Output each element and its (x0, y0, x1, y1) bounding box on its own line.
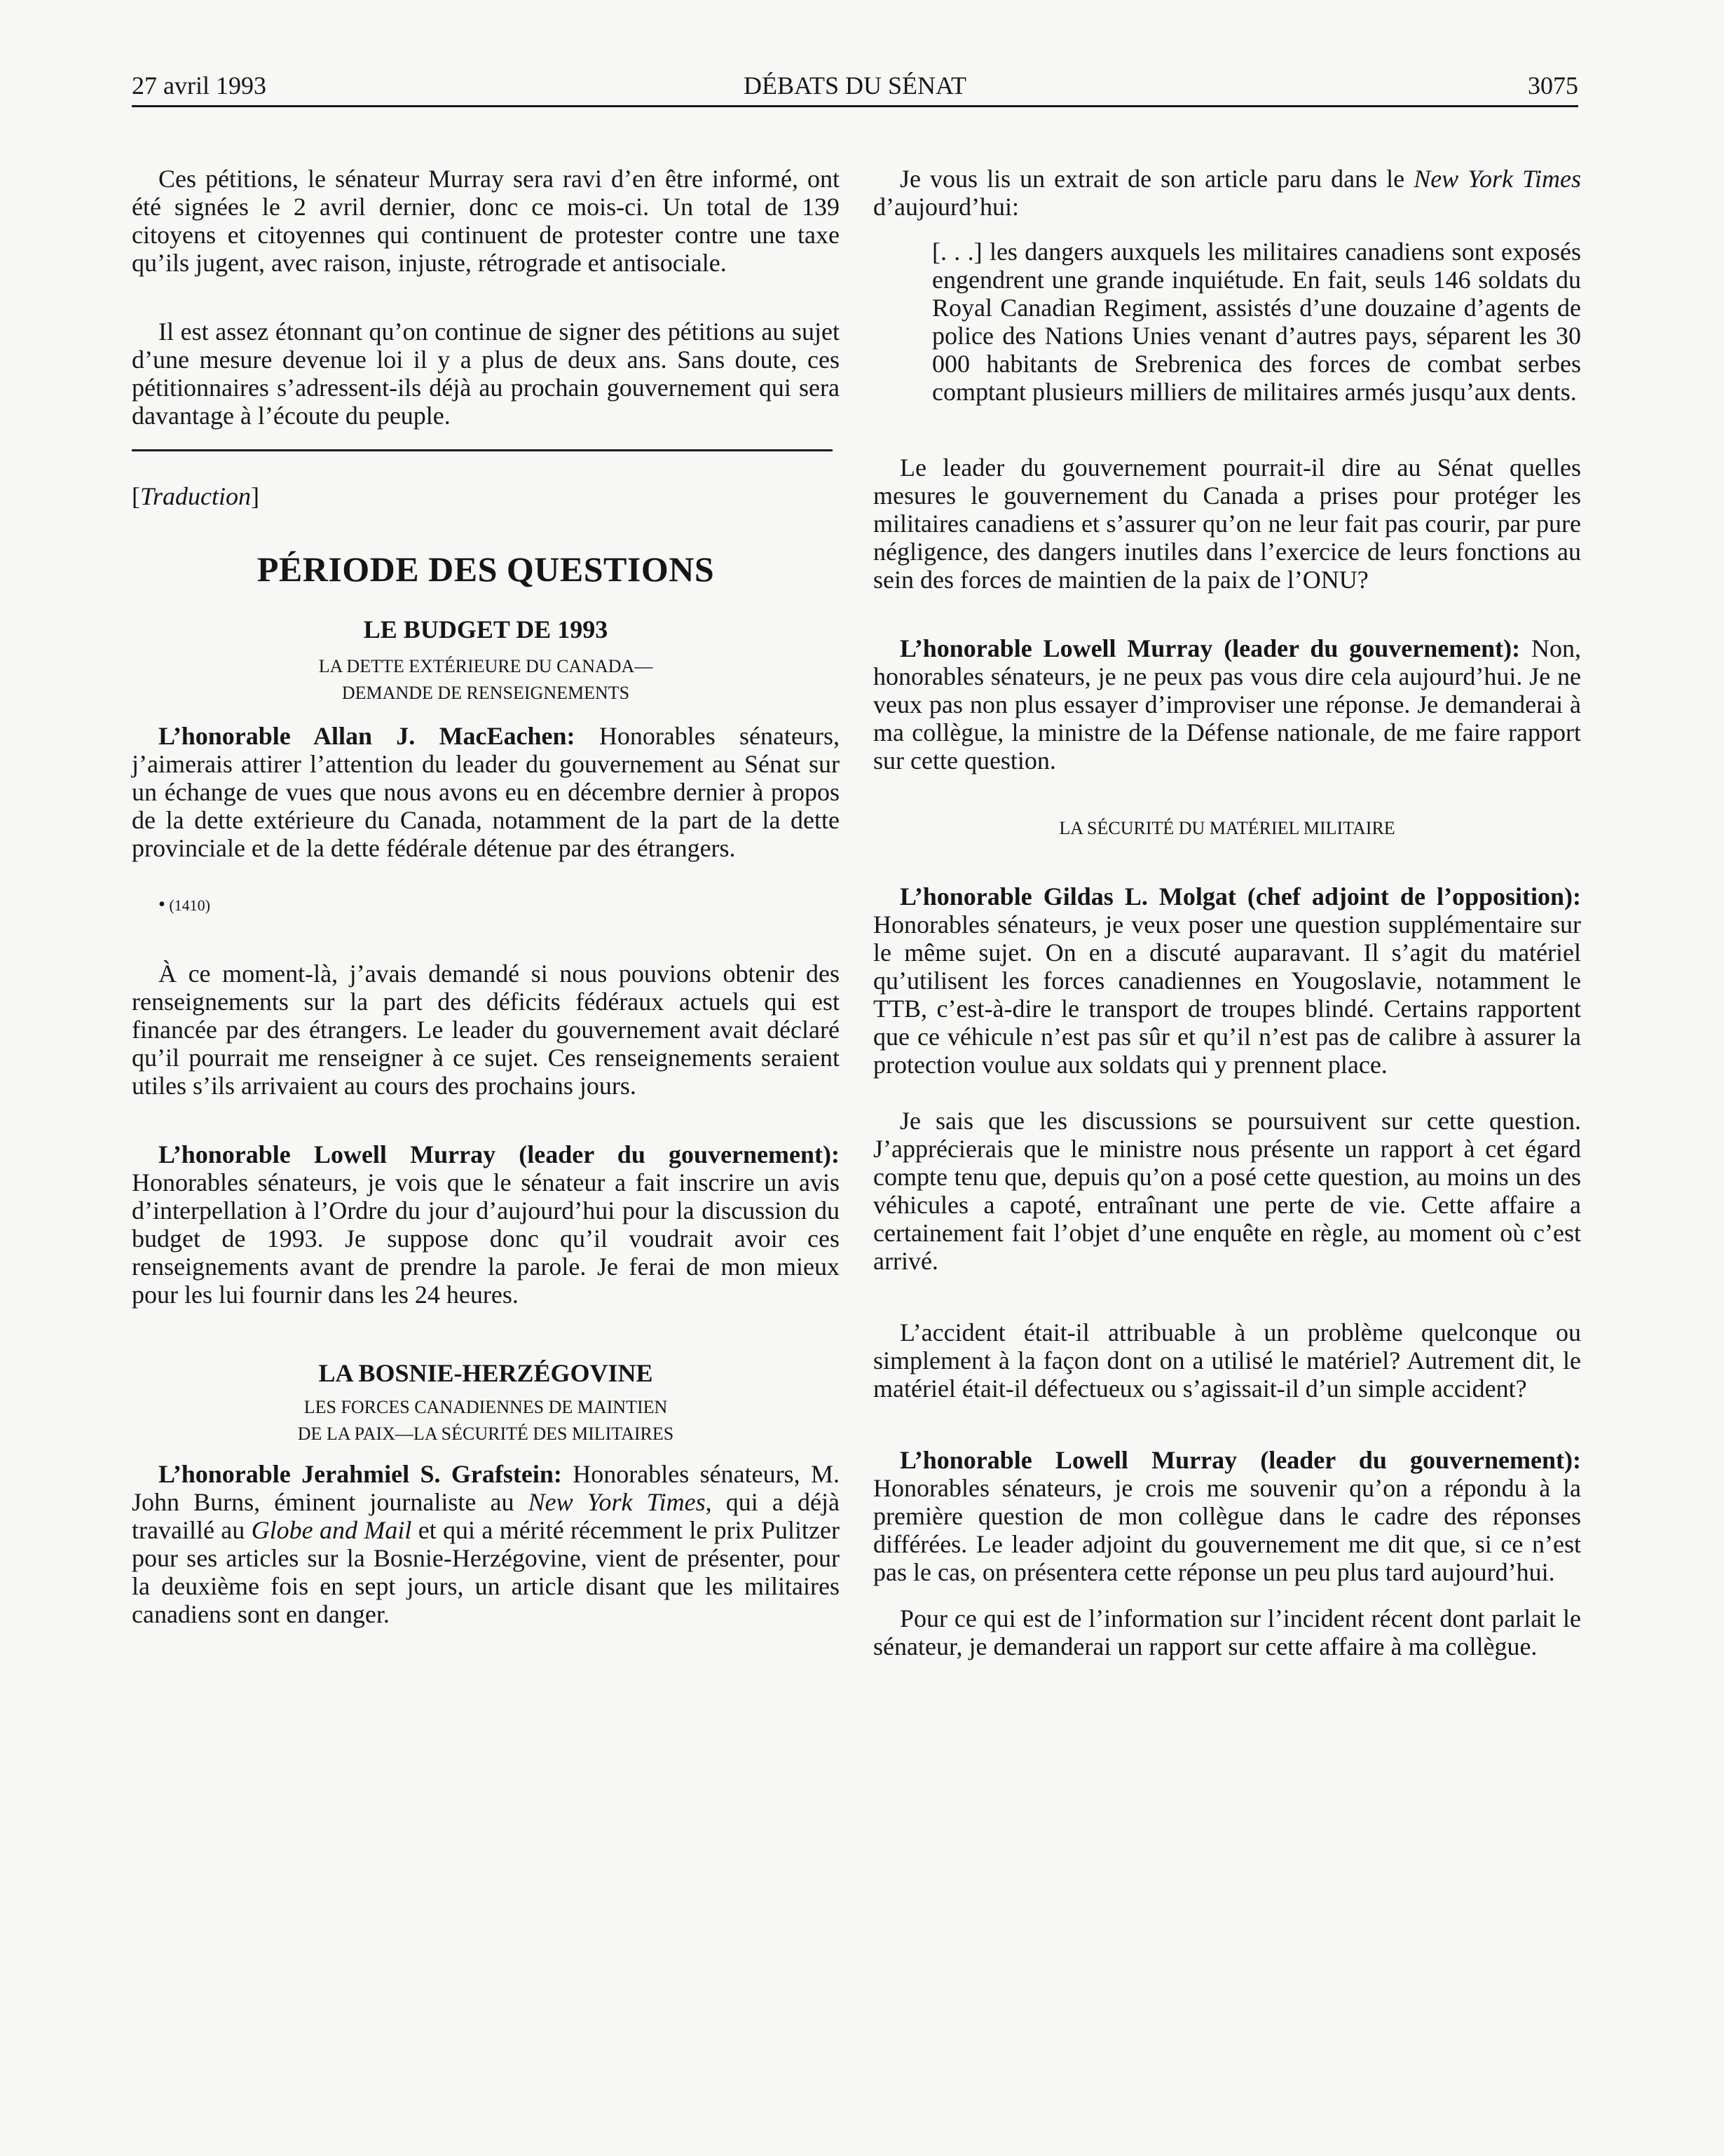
molgat-paragraph: L’honorable Gildas L. Molgat (chef adjoint de l’opposition): Honorables sénateurs, je veux poser une question supplémentaire sur le même sujet. On en a discuté auparavant. Il s’agit du matériel qu’utilisent les forces canadiennes en Yougoslavie, notamment le TTB, c’est-à-dire le transport de troupes blindé. Certains rapportent que ce véhicule n’est pas sûr et qu’il n’est pas de calibre à assurer la protection voulue aux soldats qui y prennent place. (873, 882, 1581, 1079)
speaker-name: L’honorable Lowell Murray (leader du gouvernement): (900, 634, 1521, 662)
time-marker: • (1410) (158, 894, 210, 915)
moment-paragraph: À ce moment-là, j’avais demandé si nous pouvions obtenir des renseignements sur la part des déficits fédéraux actuels qui est financée par des étrangers. Le leader du gouvernement avait déclaré qu’il pourrait me renseigner à ce sujet. Ces renseignements seraient utiles s’ils arrivaient au cours des prochains jours. (132, 960, 840, 1100)
petitions-paragraph: Ces pétitions, le sénateur Murray sera ravi d’en être informé, ont été signées le 2 avril dernier, donc ce mois-ci. Un total de 139 citoyens et citoyennes qui continuent de protester contre une taxe qu’ils jugent, avec raison, injuste, rétrograde et antisociale. (132, 165, 840, 277)
topic-subtitle-securite: LA SÉCURITÉ DU MATÉRIEL MILITAIRE (1059, 818, 1395, 838)
murray-answer-paragraph: L’honorable Lowell Murray (leader du gouvernement): Non, honorables sénateurs, je ne peux pas vous dire cela aujourd’hui. Je ne veux pas non plus essayer d’improviser une réponse. Je demanderai à ma collègue, la ministre de la Défense nationale, de me faire rapport sur cette question. (873, 634, 1581, 775)
topic-title-bosnie: LA BOSNIE-HERZÉGOVINE (318, 1359, 653, 1387)
speaker-name: L’honorable Allan J. MacEachen: (158, 722, 575, 750)
murray-answer-paragraph-2: L’honorable Lowell Murray (leader du gouvernement): Honorables sénateurs, je crois me souvenir qu’on a répondu à la première question de mon collègue dans le cadre des réponses différées. Le leader adjoint du gouvernement me dit que, si ce n’est pas le cas, on présentera cette réponse un peu plus tard aujourd’hui. (873, 1446, 1581, 1586)
accident-paragraph: L’accident était-il attribuable à un problème quelconque ou simplement à la façon dont on a utilisé le matériel? Autrement dit, le matériel était-il défectueux ou s’agissait-il d’un simple accident? (873, 1318, 1581, 1403)
article-intro-paragraph: Je vous lis un extrait de son article paru dans le New York Times d’aujourd’hui: (873, 165, 1581, 221)
speaker-name: L’honorable Gildas L. Molgat (chef adjoint de l’opposition): (900, 882, 1581, 910)
speaker-name: L’honorable Lowell Murray (leader du gouvernement): (158, 1140, 840, 1168)
topic-subtitle-line2: DE LA PAIX—LA SÉCURITÉ DES MILITAIRES (297, 1424, 674, 1444)
header-date: 27 avril 1993 (132, 71, 266, 100)
speaker-name: L’honorable Jerahmiel S. Grafstein: (158, 1460, 562, 1488)
murray-answer-paragraph: L’honorable Lowell Murray (leader du gouvernement): Honorables sénateurs, je vois que le sénateur a fait inscrire un avis d’interpellation à l’Ordre du jour d’aujourd’hui pour la discussion du budget de 1993. Je suppose donc qu’il voudrait avoir ces renseignements avant de prendre la parole. Je ferai de mon mieux pour les lui fournir dans les 24 heures. (132, 1140, 840, 1309)
topic-subtitle-line1: LES FORCES CANADIENNES DE MAINTIEN (303, 1397, 668, 1417)
petitions-paragraph-2: Il est assez étonnant qu’on continue de signer des pétitions au sujet d’une mesure devenue loi il y a plus de deux ans. Sans doute, ces pétitionnaires s’adressent-ils déjà au prochain gouvernement qui sera davantage à l’écoute du peuple. (132, 318, 840, 430)
grafstein-paragraph: L’honorable Jerahmiel S. Grafstein: Honorables sénateurs, M. John Burns, éminent journaliste au New York Times, qui a déjà travaillé au Globe and Mail et qui a mérité récemment le prix Pulitzer pour ses articles sur la Bosnie-Herzégovine, vient de présenter, pour la deuxième fois en sept jours, un article disant que les militaires canadiens sont en danger. (132, 1460, 840, 1628)
right-column (873, 165, 1581, 1660)
speaker-name: L’honorable Lowell Murray (leader du gouvernement): (900, 1446, 1581, 1474)
header-title: DÉBATS DU SÉNAT (743, 71, 967, 100)
maceachen-paragraph: L’honorable Allan J. MacEachen: Honorables sénateurs, j’aimerais attirer l’attention du leader du gouvernement au Sénat sur un échange de vues que nous avons eu en décembre dernier à propos de la dette extérieure du Canada, notamment de la part de la dette provinciale et de la dette fédérale détenue par des étrangers. (132, 722, 840, 862)
topic-subtitle-line1: LA DETTE EXTÉRIEURE DU CANADA— (318, 656, 653, 676)
leader-question-paragraph: Le leader du gouvernement pourrait-il dire au Sénat quelles mesures le gouvernement du Canada a prises pour protéger les militaires canadiens et s’assurer qu’on ne leur fait pas courir, par pure négligence, des dangers inutiles dans l’exercice de leurs fonctions au sein des forces de maintien de la paix de l’ONU? (873, 453, 1581, 594)
header-page-number: 3075 (1528, 71, 1578, 100)
left-column (132, 165, 840, 1628)
final-paragraph: Pour ce qui est de l’information sur l’incident récent dont parlait le sénateur, je demanderai un rapport sur cette affaire à ma collègue. (873, 1604, 1581, 1660)
section-title: PÉRIODE DES QUESTIONS (256, 550, 715, 589)
translation-note: [Traduction] (132, 482, 260, 510)
topic-title-budget: LE BUDGET DE 1993 (363, 615, 608, 643)
discussions-paragraph: Je sais que les discussions se poursuivent sur cette question. J’apprécierais que le ministre nous présente un rapport à cet égard compte tenu que, depuis qu’on a posé cette question, au moins un des véhicules a capoté, entraînant une perte de vie. Cette affaire a certainement fait l’objet d’une enquête en règle, au moment où c’est arrivé. (873, 1107, 1581, 1275)
section-divider (132, 449, 833, 451)
article-quote: [. . .] les dangers auxquels les militaires canadiens sont exposés engendrent une grande inquiétude. En fait, seuls 146 soldats du Royal Canadian Regiment, assistés d’une douzaine d’agents de police des Nations Unies venant d’autres pays, séparent les 30 000 habitants de Srebrenica des forces de combat serbes comptant plusieurs milliers de militaires armés jusqu’aux dents. (932, 238, 1581, 406)
page-header (132, 69, 1578, 107)
topic-subtitle-line2: DEMANDE DE RENSEIGNEMENTS (341, 683, 630, 703)
